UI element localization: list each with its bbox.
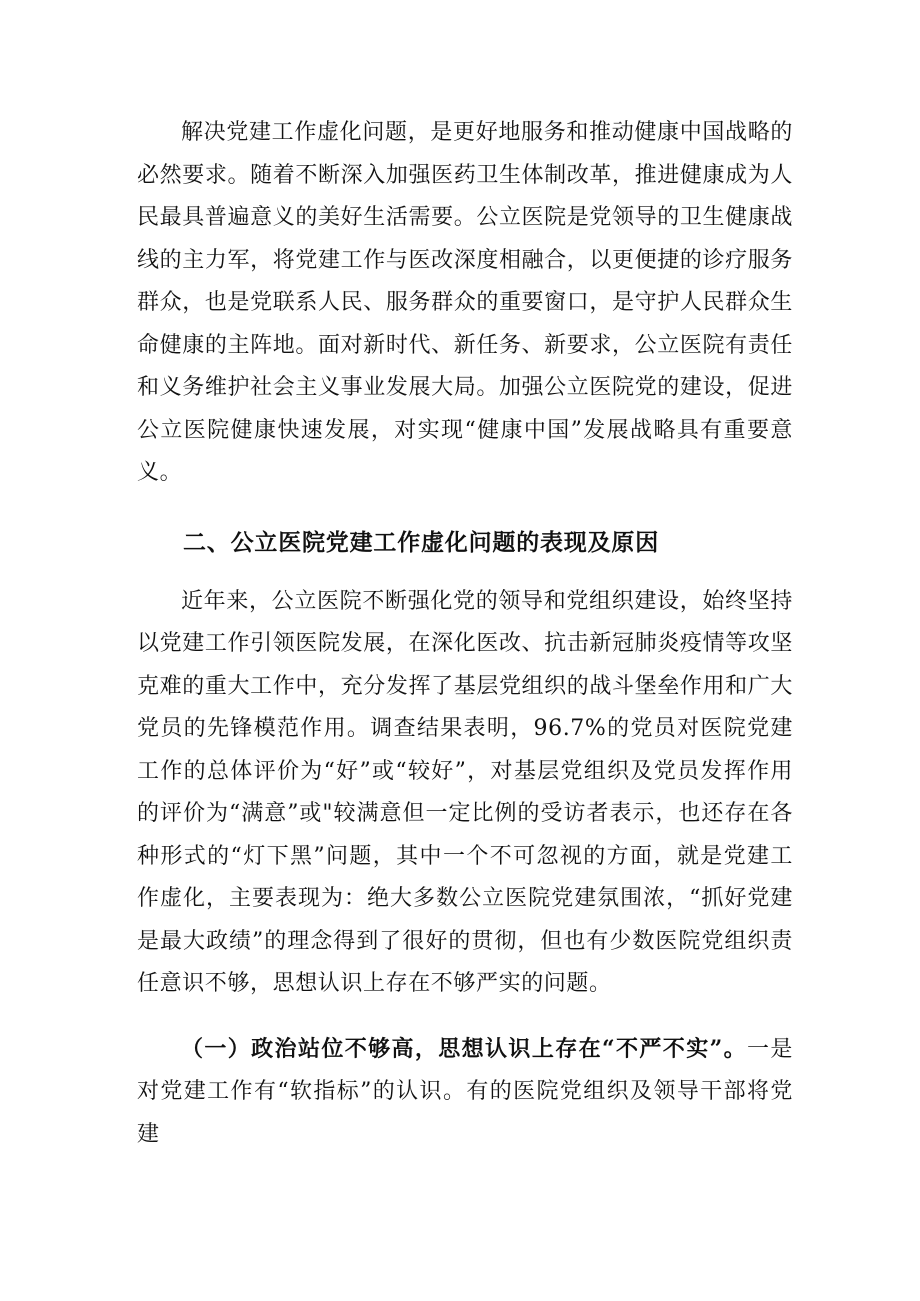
paragraph-political-stance (137, 1028, 793, 1157)
document-body (137, 112, 793, 1156)
paragraph-gap (137, 1006, 793, 1028)
section-heading: 二、公立医院党建工作虚化问题的表现及原因 (183, 529, 659, 556)
paragraph-political-stance-text: 一是对党建工作有“软指标”的认识。有的医院党组织及领导干部将党建 (137, 1036, 794, 1147)
subheading-political-stance: （一）政治站位不够高，思想认识上存在“不严不实”。 (181, 1035, 748, 1062)
paragraph-survey: 近年来，公立医院不断强化党的领导和党组织建设，始终坚持以党建工作引领医院发展，在深化医改、抗击新冠肺炎疫情等攻坚克难的重大工作中，充分发挥了基层党组织的战斗堡垒作用和广大党员的先锋模范作用。调查结果表明，96.7%的党员对医院党建工作的总体评价为“好”或“较好”，对基层党组织及党员发挥作用的评价为“满意”或"较满意但一定比例的受访者表示，也还存在各种形式的“灯下黑”问题，其中一个不可忽视的方面，就是党建工作虚化，主要表现为：绝大多数公立医院党建氛围浓，“抓好党建是最大政绩”的理念得到了很好的贯彻，但也有少数医院党组织责任意识不够，思想认识上存在不够严实的问题。 (137, 588, 793, 996)
paragraph-intro: 解决党建工作虚化问题，是更好地服务和推动健康中国战略的必然要求。随着不断深入加强医药卫生体制改革，推进健康成为人民最具普遍意义的美好生活需要。公立医院是党领导的卫生健康战线的主力军，将党建工作与医改深度相融合，以更便捷的诊疗服务群众，也是党联系人民、服务群众的重要窗口，是守护人民群众生命健康的主阵地。面对新时代、新任务、新要求，公立医院有责任和义务维护社会主义事业发展大局。加强公立医院党的建设，促进公立医院健康快速发展，对实现“健康中国”发展战略具有重要意义。 (137, 120, 793, 485)
